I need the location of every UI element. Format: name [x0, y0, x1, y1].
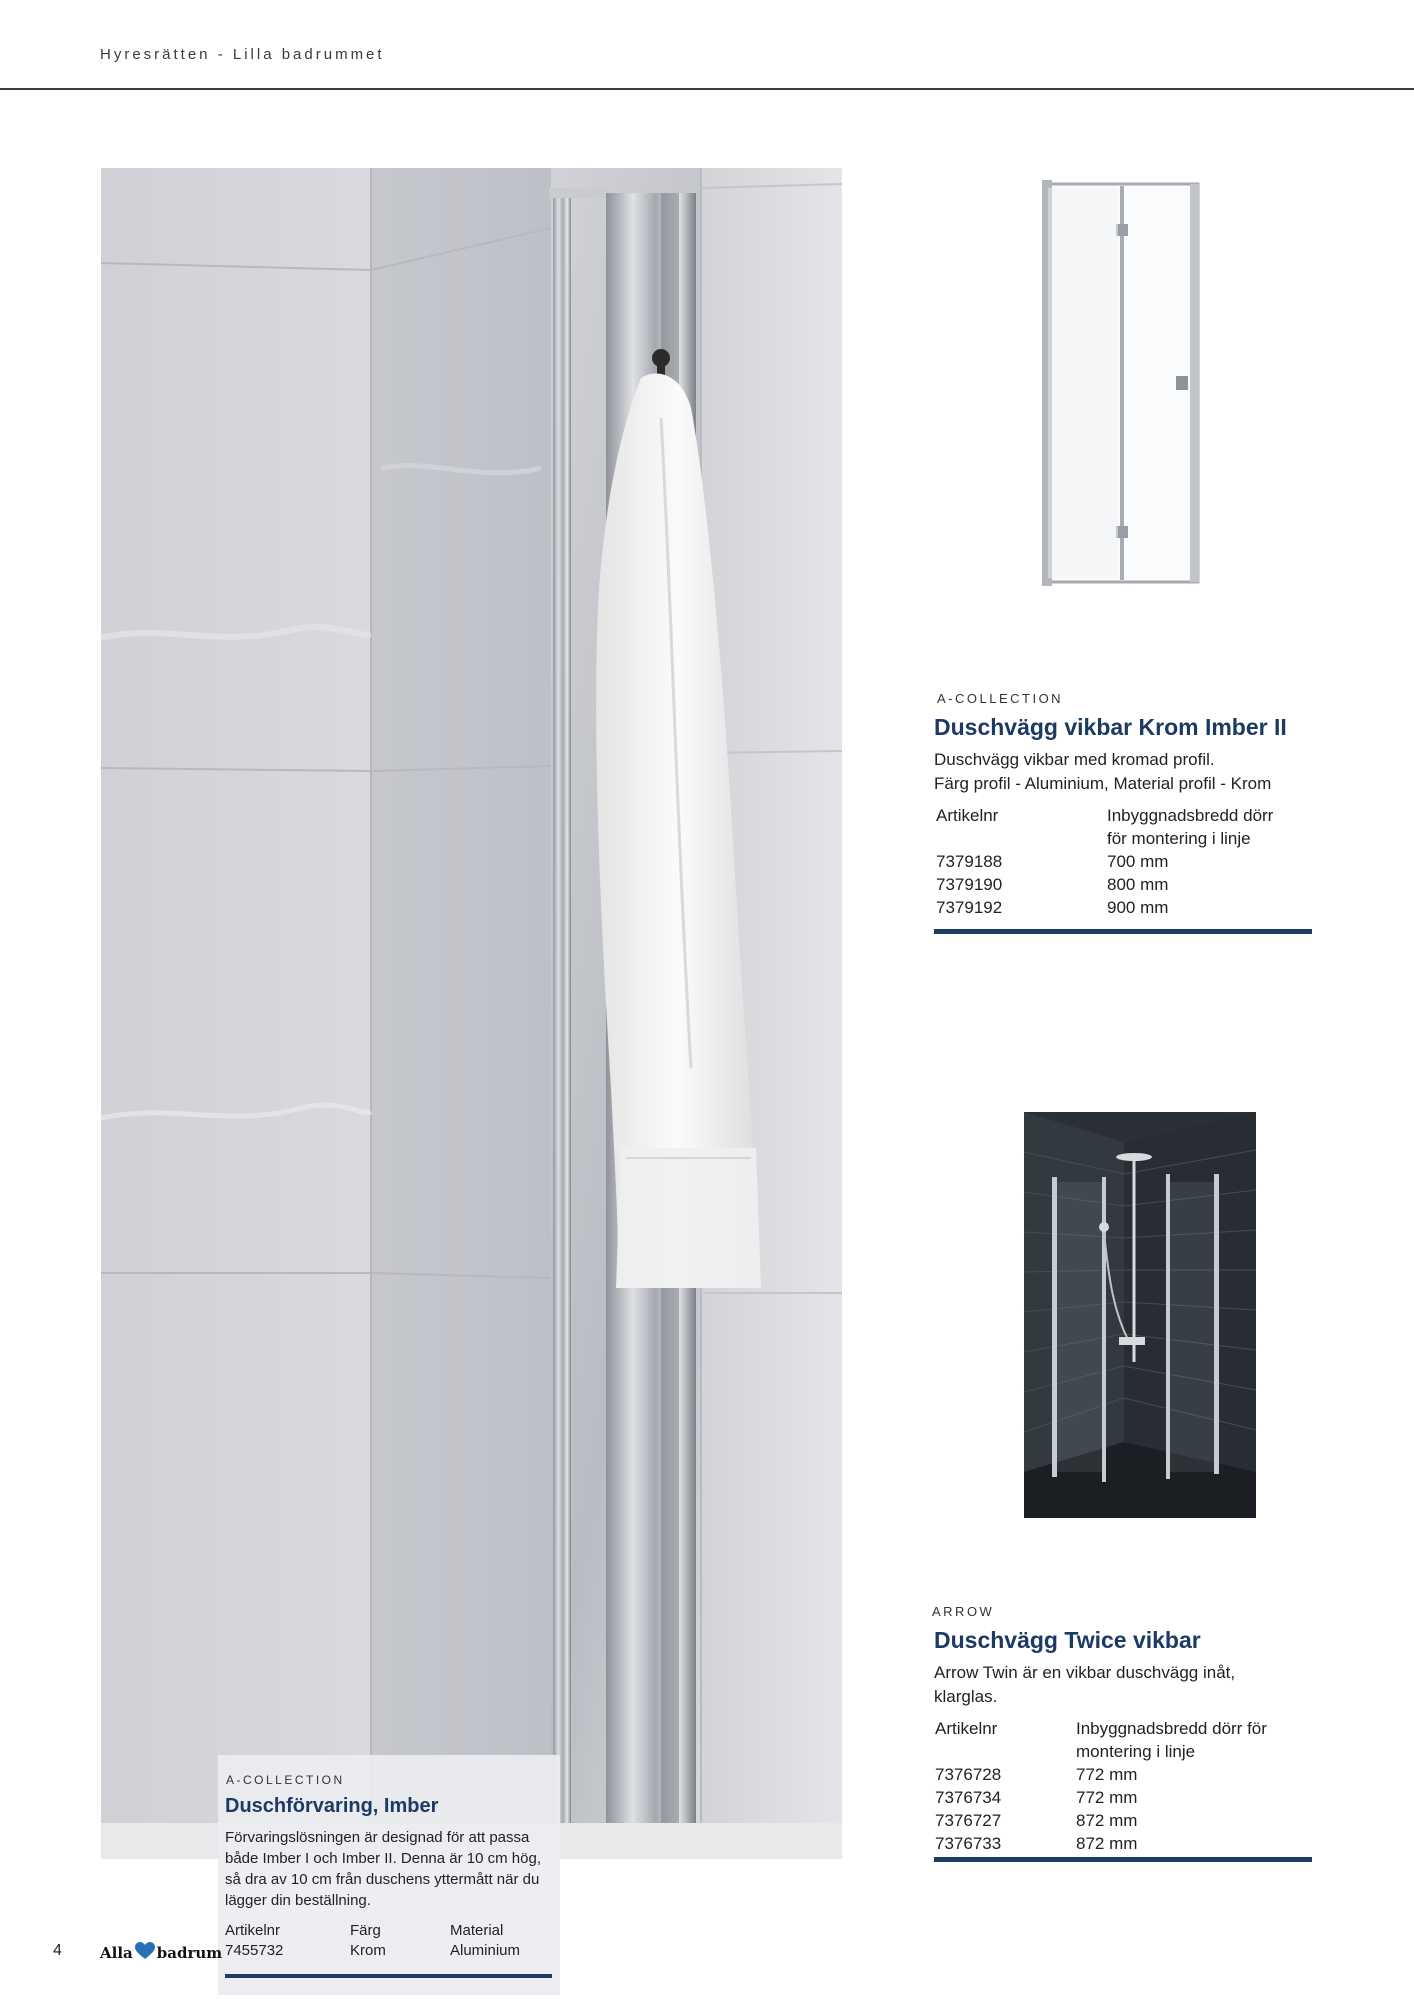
table-cell-artikelnr: 7376728 — [935, 1765, 1002, 1784]
logo-text-alla: Alla — [100, 1944, 133, 1962]
feature-spec-material — [450, 1921, 520, 1961]
product2-image — [1024, 1112, 1256, 1518]
product1-image — [1040, 180, 1202, 586]
table-cell-artikelnr: 7379190 — [936, 875, 1003, 894]
feature-collection-label: A-COLLECTION — [226, 1773, 345, 1787]
feature-divider — [225, 1974, 552, 1978]
product1-divider — [934, 929, 1312, 934]
spec-label-artikelnr: Artikelnr — [225, 1922, 281, 1939]
table-row — [935, 1832, 1267, 1855]
product1-header-width-line2: för montering i linje — [1107, 829, 1251, 848]
product1-collection-label: A-COLLECTION — [937, 691, 1064, 706]
table-row — [935, 1786, 1267, 1809]
product2-description — [934, 1661, 1235, 1709]
spec-value-material: Aluminium — [450, 1942, 521, 1959]
product1-header-width — [1107, 804, 1273, 850]
product2-header-artikelnr: Artikelnr — [935, 1719, 998, 1738]
table-cell-width: 772 mm — [1076, 1765, 1138, 1784]
product1-description-line1: Duschvägg vikbar med kromad profil. — [934, 750, 1215, 769]
table-cell-width: 772 mm — [1076, 1788, 1138, 1807]
product1-title: Duschvägg vikbar Krom Imber II — [934, 714, 1287, 740]
dark-shower-illustration — [1024, 1112, 1256, 1518]
table-cell-artikelnr: 7376733 — [935, 1834, 1002, 1853]
header-divider — [0, 88, 1414, 90]
table-cell-artikelnr: 7376734 — [935, 1788, 1002, 1807]
spec-value-artikelnr: 7455732 — [225, 1942, 284, 1959]
product1-table-header — [936, 804, 1273, 850]
table-cell-width: 872 mm — [1076, 1811, 1138, 1830]
table-cell-width: 900 mm — [1107, 898, 1169, 917]
product2-title: Duschvägg Twice vikbar — [934, 1627, 1201, 1653]
brand-logo — [100, 1942, 222, 1964]
product2-spec-table — [935, 1717, 1267, 1855]
table-cell-artikelnr: 7379192 — [936, 898, 1003, 917]
spec-label-material: Material — [450, 1922, 504, 1939]
page-header-title: Hyresrätten - Lilla badrummet — [100, 46, 385, 63]
product1-description-line2: Färg profil - Aluminium, Material profil - Krom — [934, 774, 1272, 793]
table-row — [935, 1809, 1267, 1832]
product2-header-width — [1076, 1717, 1267, 1763]
logo-text-badrum: badrum — [156, 1944, 223, 1962]
feature-description: Förvaringslösningen är designad för att passa både Imber I och Imber II. Denna är 10 cm hög, så dra av 10 cm från duschens yttermått när du lägger din beställning. — [225, 1829, 541, 1909]
product1-header-artikelnr: Artikelnr — [936, 806, 999, 825]
table-row — [936, 850, 1273, 873]
table-cell-width: 700 mm — [1107, 852, 1169, 871]
product2-collection-label: ARROW — [932, 1604, 995, 1619]
table-cell-width: 800 mm — [1107, 875, 1169, 894]
feature-caption-panel — [218, 1755, 560, 1995]
product1-spec-table — [936, 804, 1273, 919]
table-row — [935, 1763, 1267, 1786]
table-cell-artikelnr: 7376727 — [935, 1811, 1002, 1830]
page-number: 4 — [53, 1942, 62, 1959]
product2-header-width-line1: Inbyggnadsbredd dörr för — [1076, 1719, 1267, 1738]
table-row — [936, 873, 1273, 896]
feature-title: Duschförvaring, Imber — [225, 1795, 439, 1817]
folding-door-illustration — [1040, 180, 1202, 586]
product2-table-header — [935, 1717, 1267, 1763]
spec-value-farg: Krom — [350, 1942, 386, 1959]
product2-description-line2: klarglas. — [934, 1687, 998, 1706]
shower-storage-illustration — [101, 168, 842, 1859]
spec-label-farg: Färg — [350, 1922, 381, 1939]
product2-divider — [934, 1857, 1312, 1862]
table-cell-artikelnr: 7379188 — [936, 852, 1003, 871]
table-row — [936, 896, 1273, 919]
feature-spec-artikelnr — [225, 1921, 283, 1961]
product2-header-width-line2: montering i linje — [1076, 1742, 1196, 1761]
product1-description — [934, 748, 1271, 796]
table-cell-width: 872 mm — [1076, 1834, 1138, 1853]
feature-spec-farg — [350, 1921, 386, 1961]
heart-icon — [134, 1942, 156, 1964]
product2-description-line1: Arrow Twin är en vikbar duschvägg inåt, — [934, 1663, 1236, 1682]
product1-header-width-line1: Inbyggnadsbredd dörr — [1107, 806, 1274, 825]
